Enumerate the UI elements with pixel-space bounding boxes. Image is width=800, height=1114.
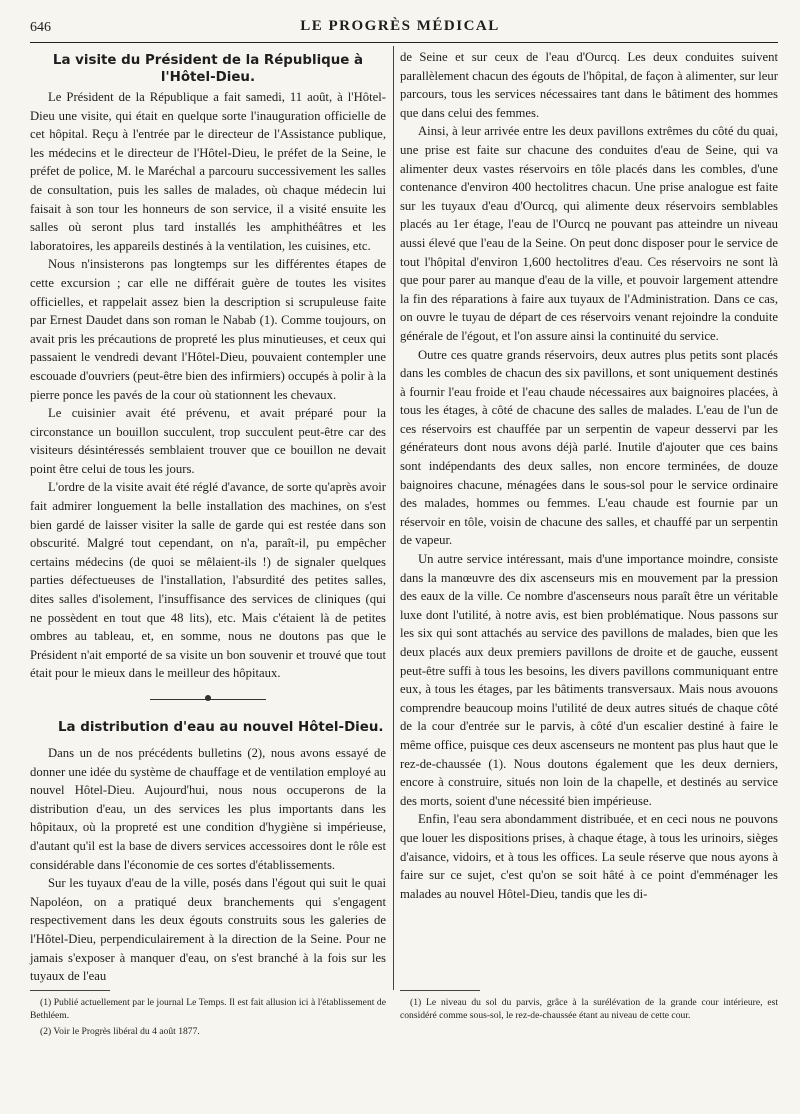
footnotes-left — [30, 996, 386, 1041]
paragraph: Enfin, l'eau sera abondamment distribuée, et en ceci nous ne pouvons que louer les dispositions prises, à chaque étage, à tous les urinoirs, sièges d'aisance, vidoirs, et à tous les offices. La seule réserve que nous ayons à faire sur ce sujet, c'est qu'on se soit hâté à ce point d'emménager les malades au nouvel Hôtel-Dieu, tandis que les di- — [400, 812, 778, 901]
article-title-visite: La visite du Président de la République à l'Hôtel-Dieu. — [52, 53, 364, 85]
ornament-dot-icon — [205, 695, 211, 701]
footnote: (1) Le niveau du sol du parvis, grâce à la surélévation de la grande cour intérieure, est considéré comme sous-sol, le rez-de-chaussée étant au niveau de cette cour. — [400, 997, 778, 1021]
left-column — [30, 48, 386, 986]
paragraph: L'ordre de la visite avait été réglé d'avance, de sorte qu'après avoir fait admirer longuement la belle installation des machines, on s'est bien gardé de laisser visiter la salle de garde qui est restée dans son obscurité. Malgré tout cependant, on n'a, paraît-il, pu empêcher certains médecins (de quoi se mêlaient-ils !) de signaler quelques parties défectueuses de l'installation, l'absurdité des petites salles, dites salles d'isolement, l'insuffisance des services de cliniques (qui ne possèdent en tout que 48 lits), etc. Mais c'étaient là de petites ombres au tableau, et, en somme, nous ne doutons pas que le Président n'ait emporté de sa visite un bon souvenir et trouvé que tout était pour le mieux dans le meilleur des hôpitaux. — [30, 480, 386, 681]
paragraph: Le Président de la République a fait samedi, 11 août, à l'Hôtel-Dieu une visite, qui était en quelque sorte l'inauguration officielle de cet hôpital. Reçu à l'entrée par le directeur de l'Assistance publique, les médecins et le directeur de l'Hôtel-Dieu, le préfet de la Seine, le préfet de police, M. le Maréchal a parcouru successivement les salles de consultation, puis les salles de malades, où chaque médecin lui faisait à son tour les honneurs de son service, il a visité ensuite les salles où seront plus tard installés les amphithéâtres et les laboratoires, les appareils destinés à la ventilation, les cuisines, etc. — [30, 90, 386, 253]
header-rule — [30, 42, 778, 43]
footnotes-right — [400, 996, 778, 1025]
paragraph: Nous n'insisterons pas longtemps sur les différentes étapes de cette excursion ; car elle ne différait guère de toutes les visites officielles, et rappelait assez bien la description si scrupuleuse faite par Ernest Daudet dans son roman le Nabab (1). Comme toujours, on avait pris les précautions de propreté les plus minutieuses, et ceux qui passaient le vendredi devant l'Hôtel-Dieu, pouvaient contempler une escouade d'ouvriers (peut-être bien des infirmiers) occupés à polir à la pierre ponce les pavés de la cour où stationnent les chevaux. — [30, 257, 386, 402]
paragraph: Ainsi, à leur arrivée entre les deux pavillons extrêmes du côté du quai, une prise est faite sur chacune des conduites d'eau de Seine, qui va alimenter deux vastes réservoirs en tôle placés dans les combles, d'une contenance d'environ 400 hectolitres chacun. Une prise analogue est faite sur les tuyaux d'eau d'Ourcq, qui alimente deux réservoirs semblables placés au 1er étage, l'eau de l'Ourcq ne pouvant pas atteindre un niveau aussi élevé que l'eau de la Seine. On peut donc disposer pour le service de tout l'hôpital d'environ 1,600 hectolitres d'eau. Ces réservoirs ne sont là que pour parer au manque d'eau de la ville, et pouvoir largement attendre la fin des réparations à faire aux tuyaux de l'Administration. Dans ce cas, on ouvre le tuyau de départ de ces réservoirs venant rejoindre la conduite générale de l'égout, et l'on assure ainsi la continuité du service. — [400, 124, 778, 343]
section-ornament — [30, 693, 386, 705]
paragraph: Sur les tuyaux d'eau de la ville, posés dans l'égout qui suit le quai Napoléon, on a pratiqué deux branchements qui s'engagent respectivement dans les deux égouts construits sous les galeries de l'Hôtel-Dieu, perpendiculairement à la direction de la Seine. Pour ne jamais s'exposer à manquer d'eau, on s'est branché à la fois sur les tuyaux de l'eau — [30, 876, 386, 984]
right-column — [400, 48, 778, 903]
paragraph: Outre ces quatre grands réservoirs, deux autres plus petits sont placés dans les combles de chacun des six pavillons, et sont uniquement destinés à fournir l'eau froide et l'eau chaude nécessaires aux baignoires placées, à tous les étages, à côté de chacune des salles de malades. L'eau de l'un de ces réservoirs est chauffée par un serpentin de vapeur desservi par les générateurs dont nous avons déjà parlé. Inutile d'ajouter que ces bains sont indépendants des deux salles, non encore terminées, de douze baignoires chacune, ménagées dans le sous-sol pour le service ordinaire des malades, hommes ou femmes. L'eau chaude est fournie par un réservoir en tôle, voisin de chacune des salles, et chauffé par un serpentin de vapeur. — [400, 347, 778, 548]
running-title: LE PROGRÈS MÉDICAL — [300, 18, 500, 34]
footnote: (1) Publié actuellement par le journal Le Temps. Il est fait allusion ici à l'établissement de Bethléem. — [30, 997, 386, 1021]
footnote: (2) Voir le Progrès libéral du 4 août 1877. — [40, 1026, 200, 1037]
paragraph: Le cuisinier avait été prévenu, et avait préparé pour la circonstance un bouillon succulent, trop succulent peut-être car des visiteurs désintéressés semblaient trouver que ce bouillon ne devait point être celui de tous les jours. — [30, 406, 386, 476]
column-divider — [393, 46, 394, 990]
paragraph: de Seine et sur ceux de l'eau d'Ourcq. Les deux conduites suivent parallèlement chacun des égouts de l'hôpital, de façon à alimenter, sur leur parcours, tous les services nécessaires tant dans le bâtiment des hommes que dans celui des femmes. — [400, 50, 778, 120]
footnote-rule-right — [400, 990, 480, 991]
article-title-distribution: La distribution d'eau au nouvel Hôtel-Dieu. — [58, 720, 384, 735]
paragraph: Un autre service intéressant, mais d'une importance moindre, consiste dans la manœuvre des dix ascenseurs mis en mouvement par la pression des eaux de la ville. Ce nombre d'ascenseurs nous paraît être un véritable luxe dont l'utilité, à notre avis, est bien problématique. Nous passons sur les six qui sont attachés au service des pavillons de malades, bien que les deux placés aux deux premiers pavillons de droite et de gauche, eussent peut-être suffi à tous les besoins, les divers pavillons communiquant entre eux, à tous les étages, par les bâtiments transversaux. Mais nous avouons comprendre beaucoup moins l'utilité de deux autres situés de chaque côté de la cour d'entrée sur le parvis, à côté d'un escalier destiné à faire le même office, puisque ces deux ascenseurs ne montent pas plus haut que le rez-de-chaussée (1). Nous doutons également que les deux derniers, encore à construire, situés non loin de la chapelle, et destinés au service des morts, soient d'une nécessité bien impérieuse. — [400, 552, 778, 808]
page-number: 646 — [30, 20, 51, 35]
footnote-rule-left — [30, 990, 110, 991]
paragraph: Dans un de nos précédents bulletins (2), nous avons essayé de donner une idée du système de chauffage et de ventilation employé au nouvel Hôtel-Dieu. Aujourd'hui, nous nous occuperons de la distribution d'eau, un des services les plus importants dans les hôpitaux, où la propreté est une condition d'hygiène si impérieuse, d'autant qu'il est la base de divers services accessoires dont le rôle est considérable dans l'économie de ces sortes d'établissements. — [30, 746, 386, 872]
